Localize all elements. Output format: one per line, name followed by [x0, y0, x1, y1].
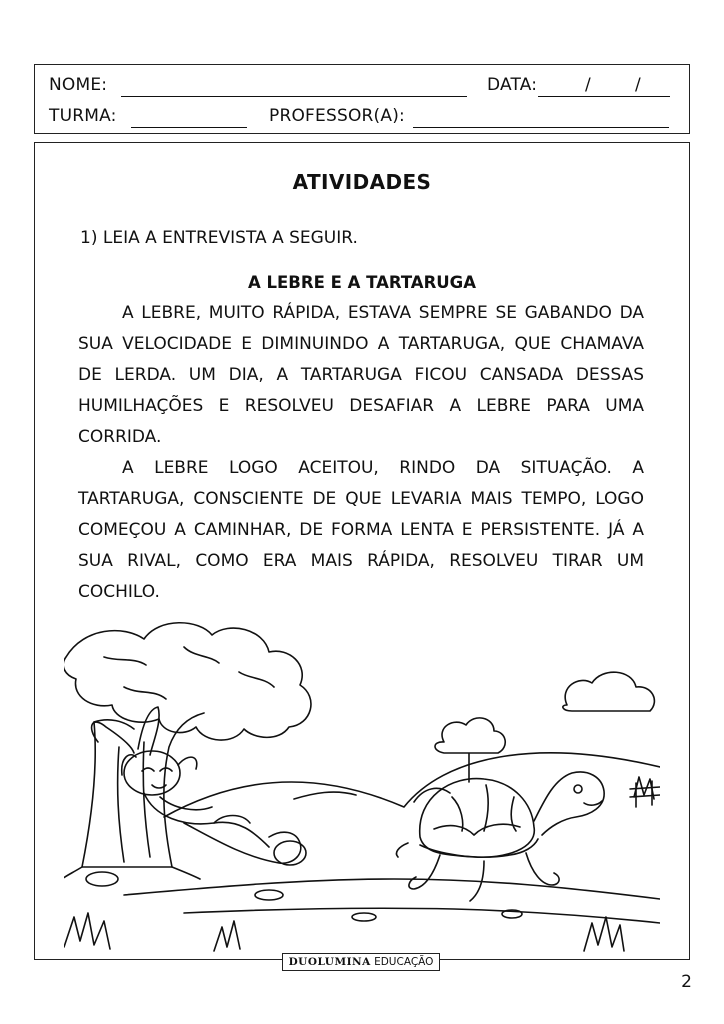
turma-field[interactable]	[131, 127, 247, 128]
distant-tree	[435, 718, 505, 782]
story-title: A LEBRE E A TARTARUGA	[248, 273, 476, 292]
tortoise	[396, 772, 604, 901]
professor-field[interactable]	[413, 127, 669, 128]
cloud	[563, 672, 655, 711]
student-info-box	[34, 64, 690, 134]
page-number: 2	[681, 972, 692, 992]
nome-label: NOME:	[49, 75, 108, 95]
brand-main: DUOLUMINA	[288, 956, 371, 968]
data-label: DATA:	[487, 75, 538, 95]
dirt-path	[124, 879, 660, 899]
data-separator-2: /	[635, 75, 641, 95]
data-separator-1: /	[585, 75, 591, 95]
turma-label: TURMA:	[49, 106, 117, 126]
brand-logo	[282, 953, 440, 971]
tree-canopy	[64, 623, 311, 740]
hills	[164, 753, 660, 817]
story-paragraph-2: A LEBRE LOGO ACEITOU, RINDO DA SITUAÇÃO. A TARTARUGA, CONSCIENTE DE QUE LEVARIA MAIS TEMPO, LOGO COMEÇOU A CAMINHAR, DE FORMA LENTA E PERSISTENTE. JÁ A SUA RIVAL, COMO ERA MAIS RÁPIDA, RESOLVEU TIRAR UM COCHILO.	[78, 458, 644, 602]
professor-label: PROFESSOR(A):	[269, 106, 405, 126]
data-field[interactable]	[538, 96, 670, 97]
hare-and-tortoise-illustration	[64, 617, 660, 952]
page-title: ATIVIDADES	[292, 170, 432, 194]
instruction-text: 1) LEIA A ENTREVISTA A SEGUIR.	[80, 228, 358, 248]
brand-sub: EDUCAÇÃO	[374, 956, 434, 968]
nome-field[interactable]	[121, 96, 467, 97]
story-paragraph-1: A LEBRE, MUITO RÁPIDA, ESTAVA SEMPRE SE GABANDO DA SUA VELOCIDADE E DIMINUINDO A TARTARUGA, QUE CHAMAVA DE LERDA. UM DIA, A TARTARUGA FICOU CANSADA DESSAS HUMILHAÇÕES E RESOLVEU DESAFIAR A LEBRE PARA UMA CORRIDA.	[78, 303, 644, 447]
